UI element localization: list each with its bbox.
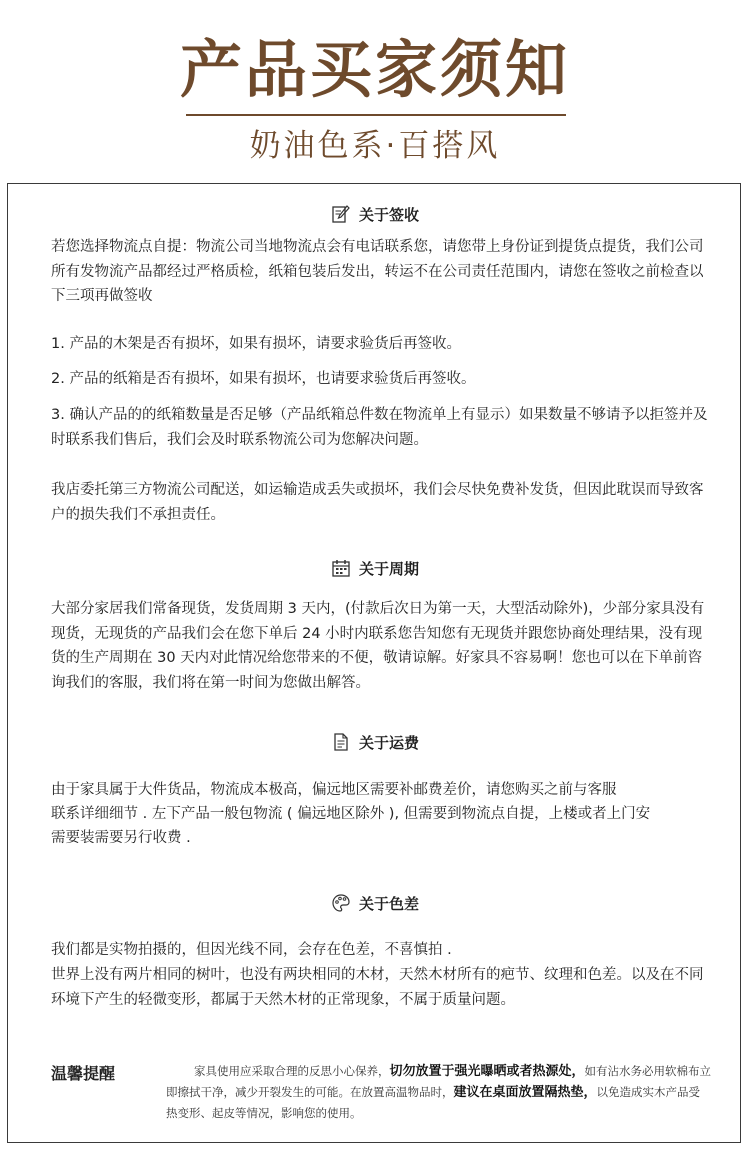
receipt-outro: 我店委托第三方物流公司配送，如运输造成丢失或损坏，我们会尽快免费补发货，但因此耽误而导致客户的损失我们不承担责任。 — [51, 482, 704, 523]
receipt-item-1: 1. 产品的木架是否有损坏，如果有损坏，请要求验货后再签收。 — [51, 336, 461, 352]
receipt-intro: 若您选择物流点自提：物流公司当地物流点会有电话联系您，请您带上身份证到提货点提货，我们公司所有发物流产品都经过严格质检，纸箱包装后发出，转运不在公司责任范围内，请您在签收之前检查以下三项再做签收 — [51, 239, 704, 304]
section-title-receipt: 关于签收 — [358, 205, 419, 224]
page-title: 产品买家须知 — [179, 33, 570, 106]
tip-text-1: 家具使用应采取合理的反思小心保养， — [194, 1064, 390, 1078]
sign-pen-icon — [331, 204, 351, 224]
tip-body — [166, 1061, 711, 1124]
palette-icon — [331, 893, 351, 913]
shipping-line-2: 联系详细细节 . 左下产品一般包物流 ( 偏远地区除外 ), 但需要到物流点自提，上楼或者上门安 — [51, 806, 651, 822]
shipping-line-1: 由于家具属于大件货品，物流成本极高，偏远地区需要补邮费差价，请您购买之前与客服 — [51, 782, 617, 798]
tip-text-2: 如有沾水务必用软棉布立即擦拭干净，减少开裂发生的可能。在放置高温物品时， — [166, 1064, 712, 1099]
section-header-cycle — [0, 556, 750, 580]
color-diff-line-1: 我们都是实物拍摄的，但因光线不同，会存在色差，不喜慎拍 . — [51, 942, 452, 958]
tip-bold-2: 建议在桌面放置隔热垫， — [453, 1085, 597, 1100]
shipping-line-3: 需要装需要另行收费 . — [51, 830, 191, 846]
tip-label: 温馨提醒 — [51, 1064, 116, 1083]
section-header-color-diff — [0, 891, 750, 915]
tip-bold-1: 切勿放置于强光曝晒或者热源处， — [389, 1064, 585, 1079]
section-title-cycle: 关于周期 — [358, 559, 419, 578]
title-divider — [186, 114, 566, 116]
receipt-item-3: 3. 确认产品的的纸箱数量是否足够（产品纸箱总件数在物流单上有显示）如果数量不够请予以拒签并及时联系我们售后，我们会及时联系物流公司为您解决问题。 — [51, 407, 708, 448]
tip-text-3: 以免造成实木产品受热变形、起皮等情况，影响您的使用。 — [166, 1085, 701, 1120]
section-title-color-diff: 关于色差 — [358, 894, 419, 913]
section-header-shipping — [0, 730, 750, 754]
color-diff-line-2: 世界上没有两片相同的树叶，也没有两块相同的木材，天然木材所有的疤节、纹理和色差。以及在不同环境下产生的轻微变形，都属于天然木材的正常现象，不属于质量问题。 — [51, 967, 704, 1008]
cycle-body: 大部分家居我们常备现货，发货周期 3 天内，(付款后次日为第一天，大型活动除外)，少部分家具没有现货，无现货的产品我们会在您下单后 24 小时内联系您告知您有无现货并跟您协商处理结果，没有现货的生产周期在 30 天内对此情况给您带来的不便，敬请谅解。好家具不容易啊！您也可以在下单前咨询我们的客服，我们将在第一时间为您做出解答。 — [51, 601, 705, 691]
receipt-item-2: 2. 产品的纸箱是否有损坏，如果有损坏，也请要求验货后再签收。 — [51, 371, 476, 387]
section-title-shipping: 关于运费 — [358, 733, 419, 752]
document-icon — [331, 732, 351, 752]
calendar-icon — [331, 558, 351, 578]
page-subtitle: 奶油色系·百搭风 — [249, 128, 501, 164]
section-header-receipt — [0, 202, 750, 226]
